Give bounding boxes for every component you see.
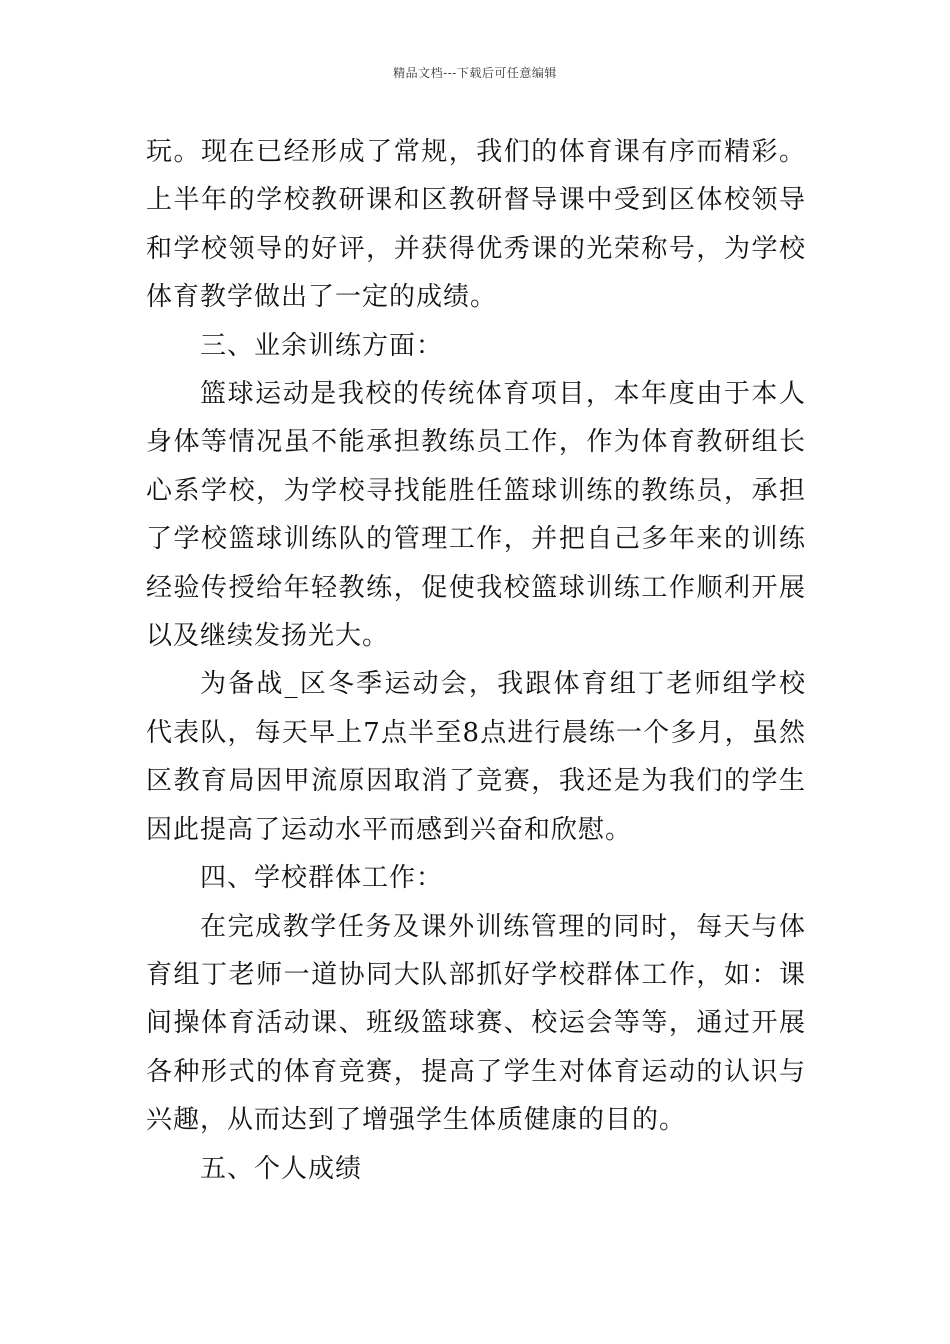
page-header: 精品文档---下载后可任意编辑 <box>393 66 557 80</box>
paragraph-winter-games: 为备战_区冬季运动会，我跟体育组丁老师组学校代表队，每天早上7点半至8点进行晨练一个多月，虽然区教育局因甲流原因取消了竞赛，我还是为我们的学生因此提高了运动水平而感到兴奋和欣慰。 <box>146 669 806 845</box>
paragraph-continuation: 玩。现在已经形成了常规，我们的体育课有序而精彩。上半年的学校教研课和区教研督导课中受到区体校领导和学校领导的好评，并获得优秀课的光荣称号，为学校体育教学做出了一定的成绩。 <box>146 137 806 313</box>
section-heading-amateur-training: 三、业余训练方面： <box>200 330 444 361</box>
section-heading-group-work: 四、学校群体工作： <box>200 863 444 894</box>
document-body <box>146 128 806 1193</box>
section-heading-personal-results: 五、个人成绩 <box>200 1153 363 1184</box>
paragraph-group-work: 在完成教学任务及课外训练管理的同时，每天与体育组丁老师一道协同大队部抓好学校群体工作，如：课间操体育活动课、班级篮球赛、校运会等等，通过开展各种形式的体育竞赛，提高了学生对体育运动的认识与兴趣，从而达到了增强学生体质健康的目的。 <box>146 911 806 1136</box>
paragraph-basketball: 篮球运动是我校的传统体育项目，本年度由于本人身体等情况虽不能承担教练员工作，作为体育教研组长心系学校，为学校寻找能胜任篮球训练的教练员，承担了学校篮球训练队的管理工作，并把自己多年来的训练经验传授给年轻教练，促使我校篮球训练工作顺利开展以及继续发扬光大。 <box>146 379 806 652</box>
